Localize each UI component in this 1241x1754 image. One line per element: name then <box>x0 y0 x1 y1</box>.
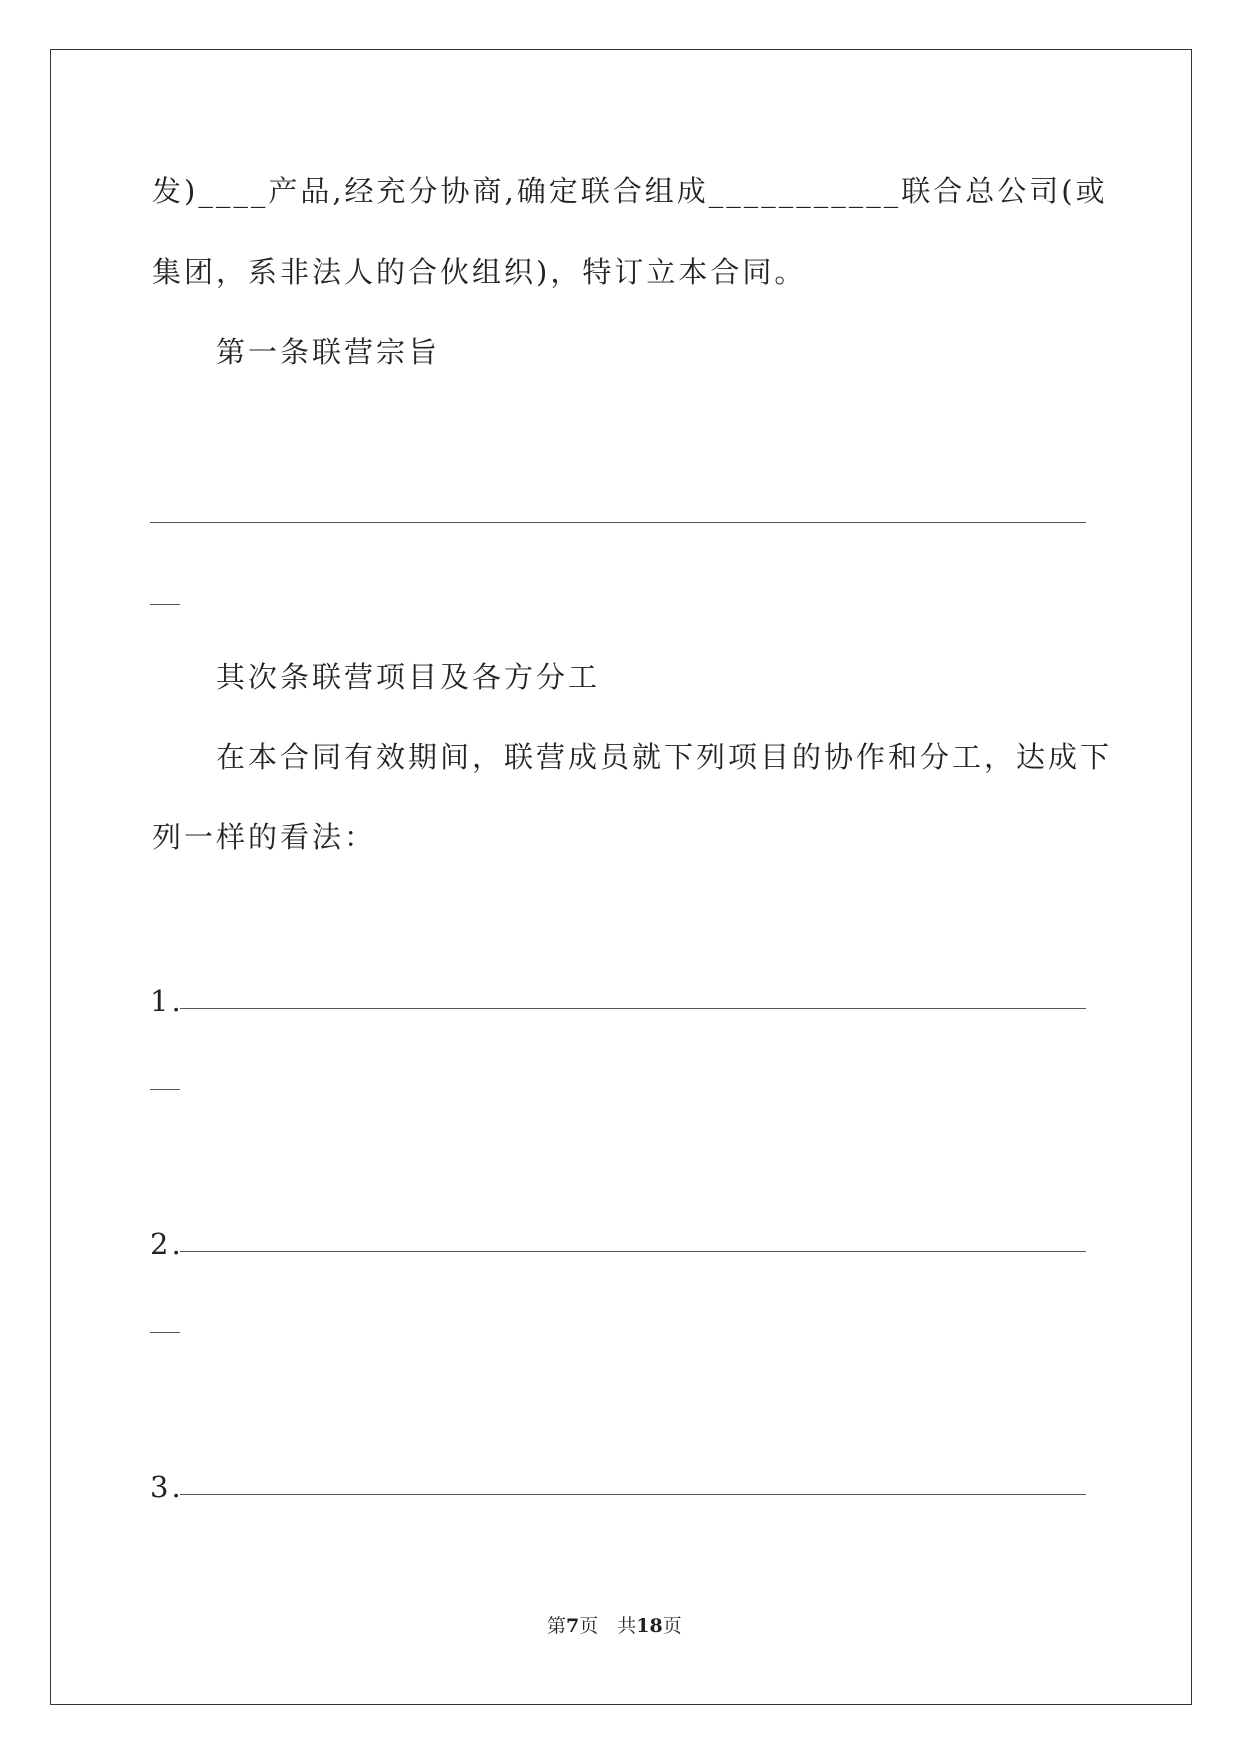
total-pages: 18 <box>636 1615 663 1637</box>
current-page: 7 <box>566 1615 580 1637</box>
item-1-label: 1. <box>150 984 184 1018</box>
page-border <box>50 49 1192 1705</box>
body-line-1: 发)____产品,经充分协商,确定联合组成___________联合总公司(或 <box>152 174 1108 208</box>
item-2-label: 2. <box>150 1227 184 1261</box>
page-suffix: 页 <box>662 1615 682 1637</box>
item-2-fill-line-tail <box>150 1332 180 1333</box>
item-2-fill-line <box>180 1251 1086 1252</box>
blank-fill-line <box>150 522 1086 523</box>
page-prefix: 第 <box>547 1615 567 1637</box>
article-1-heading: 第一条联营宗旨 <box>216 335 441 369</box>
item-1-fill-line <box>180 1008 1086 1009</box>
item-1-fill-line-tail <box>150 1089 180 1090</box>
article-2-heading: 其次条联营项目及各方分工 <box>216 660 601 694</box>
body-line-2: 集团，系非法人的合伙组织)，特订立本合同。 <box>152 255 807 289</box>
item-3-label: 3. <box>150 1470 184 1504</box>
page-number <box>547 1617 682 1636</box>
item-3-fill-line <box>180 1494 1086 1495</box>
body-paragraph-line-2: 列一样的看法： <box>152 820 377 854</box>
blank-fill-line-tail <box>150 604 180 605</box>
page-middle: 页 共 <box>579 1615 637 1637</box>
body-paragraph-line-1: 在本合同有效期间，联营成员就下列项目的协作和分工，达成下 <box>216 740 1113 774</box>
